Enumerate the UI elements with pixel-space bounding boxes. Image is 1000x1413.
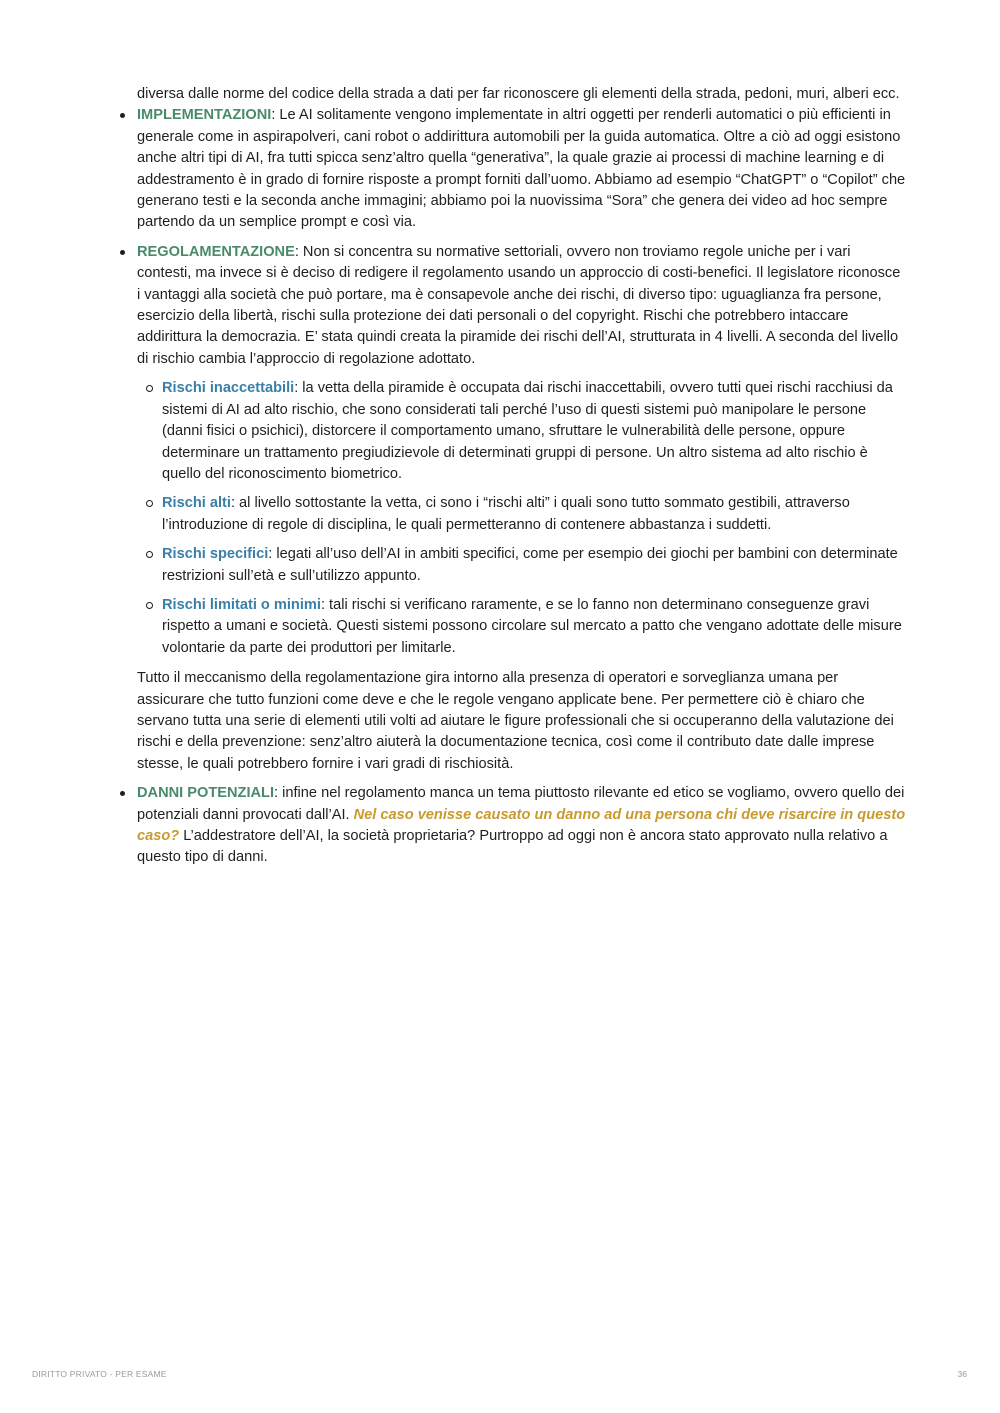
danni-highlight-question: Nel caso venisse causato un danno ad una persona chi deve risarcire in questo caso? [137, 806, 906, 844]
risk-levels-list [137, 378, 907, 659]
danni-text-before: : infine nel regolamento manca un tema piuttosto rilevante ed etico se vogliamo, ovvero quello dei potenziali danni provocati dall’AI. [137, 785, 905, 823]
risk-level-text: : al livello sottostante la vetta, ci sono i “rischi alti” i quali sono tutto sommato gestibili, attraverso l’introduzione di regole di disciplina, le quali permetteranno di contenere abbastanza i suddetti. [162, 495, 850, 533]
main-bullet-list [137, 105, 907, 868]
list-item-risk-level [162, 544, 907, 587]
risk-level-term: Rischi specifici [162, 546, 269, 563]
term-danni-potenziali: DANNI POTENZIALI [137, 785, 275, 802]
footer-document-title: DIRITTO PRIVATO - PER ESAME [32, 1369, 167, 1379]
implementazioni-text: : Le AI solitamente vengono implementate in altri oggetti per renderli automatici o più efficienti in generale come in aspirapolveri, cani robot o addirittura automobili per la guida automatica. Oltre a ciò ad oggi esistono anche altri tipi di AI, fra tutti spicca senz’altro quella “generativa”, la quale grazie ai processi di machine learning e di addestramento è in grado di fornire risposte a prompt forniti dall’uomo. Abbiamo ad esempio “ChatGPT” o “Copilot” che generano testi e la seconda anche immagini; abbiamo poi la nuovissima “Sora” che genera dei video ad hoc sempre partendo da un semplice prompt e così via. [137, 107, 906, 231]
term-implementazioni: IMPLEMENTAZIONI [137, 107, 272, 124]
regolamentazione-closing: Tutto il meccanismo della regolamentazione gira intorno alla presenza di operatori e sorveglianza umana per assicurare che tutto funzioni come deve e che le regole vengano applicate bene. Per permettere ciò è chiaro che servano tutta una serie di elementi utili volti ad aiutare le figure professionali che si occuperanno della valutazione dei rischi e della prevenzione: senz’altro aiuterà la documentazione tecnica, così come il contributo date dalle imprese stesse, le quali potrebbero fornire i vari gradi di rischiosità. [137, 670, 894, 772]
footer-page-number: 36 [957, 1369, 967, 1379]
page-body [137, 84, 907, 877]
term-regolamentazione: REGOLAMENTAZIONE [137, 243, 295, 260]
list-item-danni-potenziali [137, 783, 907, 869]
list-item-risk-level [162, 595, 907, 659]
regolamentazione-text: : Non si concentra su normative settoriali, ovvero non troviamo regole uniche per i vari contesti, ma invece si è deciso di redigere il regolamento usando un approccio di costi-benefici. Il legislatore riconosce i vantaggi alla società che può portare, ma è consapevole anche dei rischi, di diverso tipo: uguaglianza fra persone, esercizio della libertà, rischi sulla protezione dei dati personali o del copyright. Rischi che potrebbero intaccare addirittura la democrazia. E’ stata quindi creata la piramide dei rischi dell’AI, strutturata in 4 livelli. A seconda del livello di rischio cambia l’approccio di regolazione adottato. [137, 243, 901, 367]
risk-level-text: : legati all’uso dell’AI in ambiti specifici, come per esempio dei giochi per bambini con determinate restrizioni sull’età e sull’utilizzo appunto. [162, 546, 898, 584]
risk-level-text: : la vetta della piramide è occupata dai rischi inaccettabili, ovvero tutti quei rischi racchiusi da sistemi di AI ad alto rischio, che sono considerati tali perché l’uso di questi sistemi può manipolare le persone (danni fisici o psichici), distorcere il comportamento umano, sfruttare le vulnerabilità delle persone, oppure determinare un trattamento pregiudizievole di determinati gruppi di persone. Un altro sistema ad alto rischio è quello del riconoscimento biometrico. [162, 380, 893, 482]
risk-level-term: Rischi alti [162, 495, 231, 512]
danni-text-after: L’addestratore dell’AI, la società proprietaria? Purtroppo ad oggi non è ancora stato approvato nulla relativo a questo tipo di danni. [137, 828, 888, 866]
list-item-risk-level [162, 493, 907, 536]
list-item-implementazioni [137, 105, 907, 233]
intro-continuation: diversa dalle norme del codice della strada a dati per far riconoscere gli elementi della strada, pedoni, muri, alberi ecc. [137, 86, 900, 102]
risk-level-term: Rischi limitati o minimi [162, 596, 321, 613]
list-item-regolamentazione [137, 242, 907, 775]
risk-level-term: Rischi inaccettabili [162, 380, 295, 397]
risk-level-text: : tali rischi si verificano raramente, e se lo fanno non determinano conseguenze gravi rispetto a umani e società. Questi sistemi possono circolare sul mercato a patto che vengano adottate delle misure volontarie da parte dei produttori per limitarle. [162, 596, 902, 656]
list-item-risk-level [162, 378, 907, 485]
